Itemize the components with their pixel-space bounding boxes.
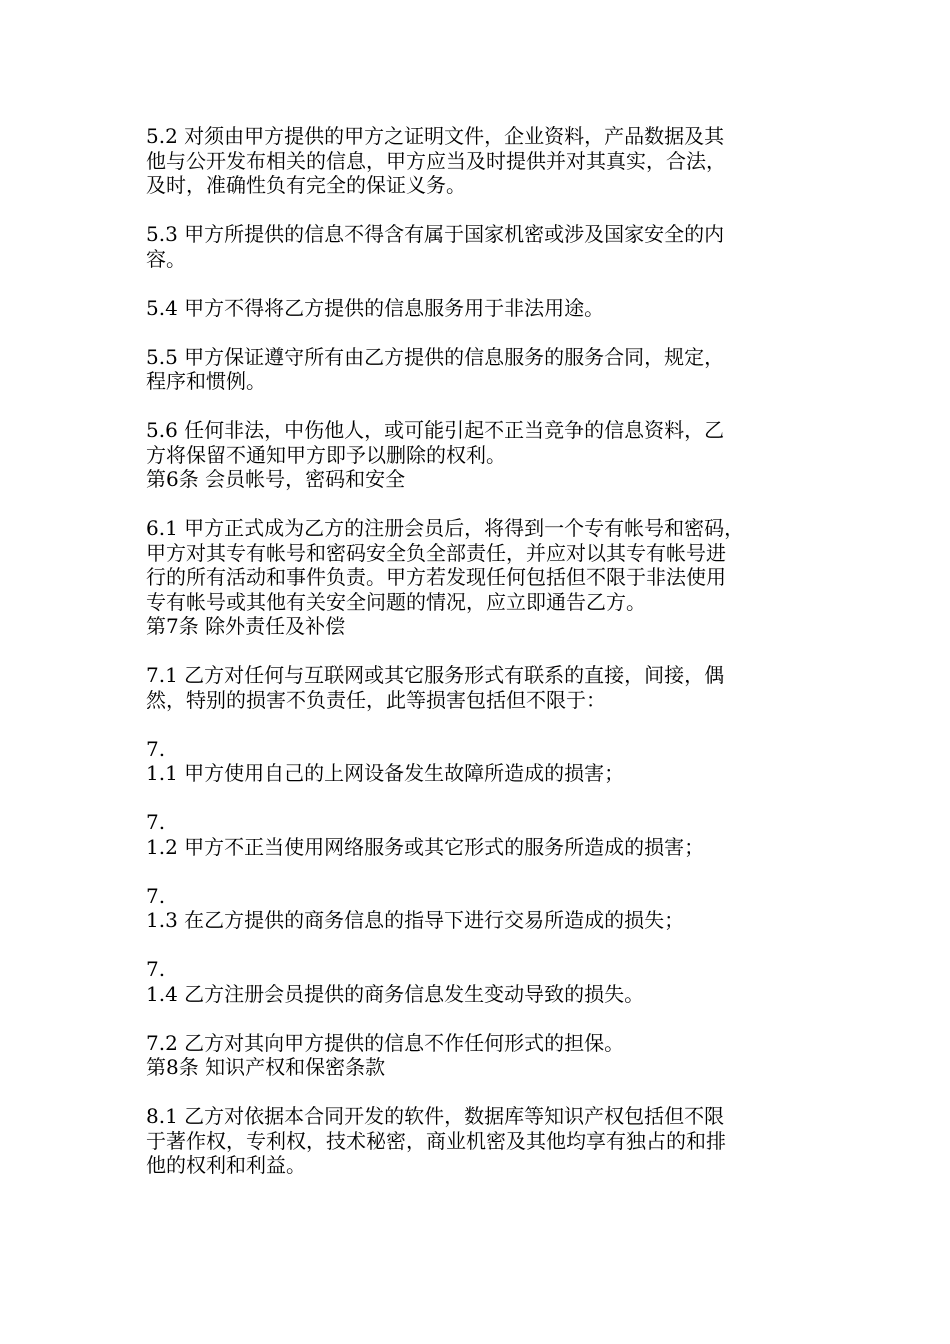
- clause-5-5: [146, 345, 816, 394]
- article-6-heading: [146, 467, 816, 492]
- heading-text: 第6条 会员帐号，密码和安全: [146, 467, 406, 491]
- heading-text: 第7条 除外责任及补偿: [146, 614, 346, 638]
- clause-7-1-1: [146, 737, 816, 786]
- text-line: 于著作权，专利权，技术秘密，商业机密及其他均享有独占的和排: [146, 1128, 726, 1153]
- text-line: 甲方对其专有帐号和密码安全负全部责任，并应对以其专有帐号进: [146, 540, 726, 565]
- text-line: 5.2 对须由甲方提供的甲方之证明文件，企业资料，产品数据及其: [146, 124, 725, 148]
- text-line: 1.2 甲方不正当使用网络服务或其它形式的服务所造成的损害；: [146, 834, 705, 859]
- text-line: 7.: [146, 736, 166, 761]
- document-body: [146, 124, 816, 1202]
- text-line: 5.4 甲方不得将乙方提供的信息服务用于非法用途。: [146, 295, 605, 320]
- article-7-heading: [146, 614, 816, 639]
- clause-7-1-4: [146, 957, 816, 1006]
- text-line: 1.4 乙方注册会员提供的商务信息发生变动导致的损失。: [146, 981, 645, 1006]
- clause-5-3: [146, 222, 816, 271]
- text-line: 5.3 甲方所提供的信息不得含有属于国家机密或涉及国家安全的内: [146, 222, 725, 246]
- text-line: 5.5 甲方保证遵守所有由乙方提供的信息服务的服务合同，规定，: [146, 344, 725, 369]
- clause-5-2: [146, 124, 816, 198]
- text-line: 程序和惯例。: [146, 369, 266, 393]
- text-line: 行的所有活动和事件负责。甲方若发现任何包括但不限于非法使用: [146, 565, 726, 589]
- text-line: 5.6 任何非法，中伤他人，或可能引起不正当竞争的信息资料，乙: [146, 418, 725, 442]
- article-8-heading: [146, 1055, 816, 1080]
- text-line: 8.1 乙方对依据本合同开发的软件，数据库等知识产权包括但不限: [146, 1104, 725, 1128]
- text-line: 6.1 甲方正式成为乙方的注册会员后，将得到一个专有帐号和密码，: [146, 516, 745, 540]
- text-line: 及时，准确性负有完全的保证义务。: [146, 173, 466, 197]
- text-line: 7.2 乙方对其向甲方提供的信息不作任何形式的担保。: [146, 1030, 625, 1055]
- heading-text: 第8条 知识产权和保密条款: [146, 1055, 386, 1079]
- text-line: 专有帐号或其他有关安全问题的情况，应立即通告乙方。: [146, 589, 646, 614]
- clause-5-6: [146, 418, 816, 467]
- text-line: 1.3 在乙方提供的商务信息的指导下进行交易所造成的损失；: [146, 908, 685, 932]
- text-line: 然，特别的损害不负责任，此等损害包括但不限于：: [146, 687, 606, 712]
- text-line: 7.: [146, 957, 166, 981]
- clause-5-4: [146, 296, 816, 321]
- clause-7-1: [146, 663, 816, 712]
- text-line: 1.1 甲方使用自己的上网设备发生故障所造成的损害；: [146, 761, 625, 785]
- clause-7-1-2: [146, 810, 816, 859]
- text-line: 容。: [146, 246, 186, 271]
- text-line: 7.: [146, 810, 166, 834]
- clause-6-1: [146, 516, 816, 614]
- text-line: 他的权利和利益。: [146, 1153, 306, 1177]
- clause-7-1-3: [146, 884, 816, 933]
- text-line: 他与公开发布相关的信息，甲方应当及时提供并对其真实，合法，: [146, 148, 726, 173]
- text-line: 7.: [146, 883, 166, 908]
- text-line: 7.1 乙方对任何与互联网或其它服务形式有联系的直接，间接，偶: [146, 663, 725, 687]
- text-line: 方将保留不通知甲方即予以删除的权利。: [146, 442, 506, 467]
- clause-8-1: [146, 1104, 816, 1178]
- clause-7-2: [146, 1031, 816, 1056]
